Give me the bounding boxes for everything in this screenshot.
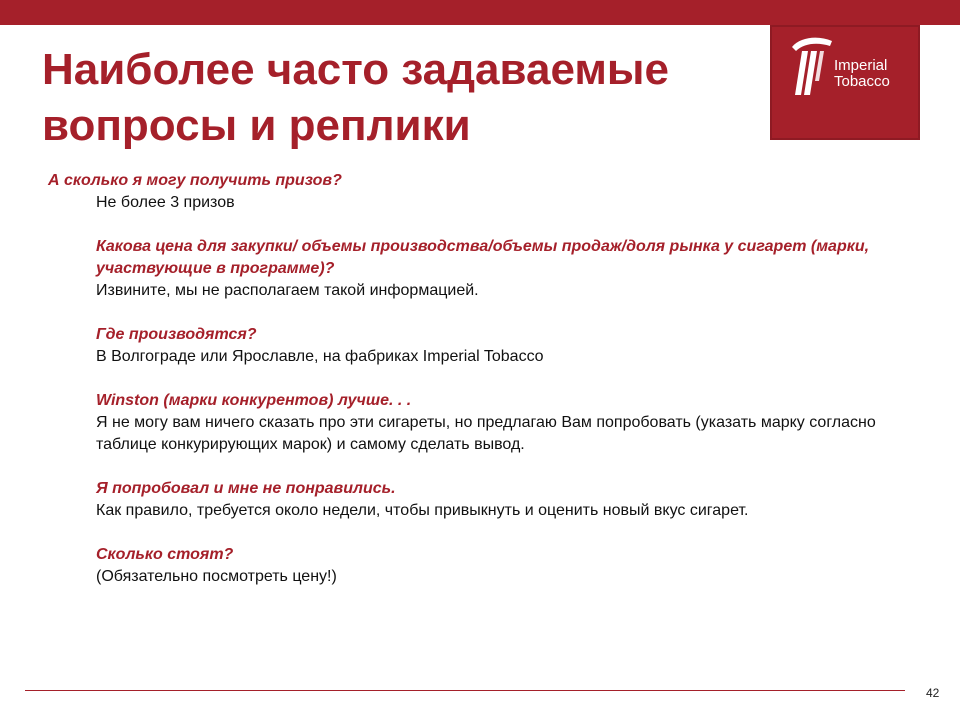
faq-answer: Как правило, требуется около недели, чтобы привыкнуть и оценить новый вкус сигарет. [96, 502, 749, 519]
brand-name [834, 58, 890, 90]
brand-name-line1: Imperial [834, 57, 888, 74]
faq-question: Я попробовал и мне не понравились. [96, 480, 396, 497]
faq-list [0, 170, 960, 610]
page-title [42, 42, 762, 154]
faq-question: Где производятся? [96, 326, 257, 343]
faq-answer: Я не могу вам ничего сказать про эти сигареты, но предлагаю Вам попробовать (указать марку согласно таблице конкурирующих марок) и самому сделать вывод. [96, 414, 876, 453]
page-number: 42 [926, 686, 940, 700]
top-banner [0, 0, 960, 25]
brand-name-line2: Tobacco [834, 73, 890, 90]
faq-answer: Не более 3 призов [96, 194, 235, 211]
faq-answer: Извините, мы не располагаем такой информацией. [96, 282, 479, 299]
page-title-line1: Наиболее часто задаваемые [42, 45, 669, 94]
faq-answer: В Волгограде или Ярославле, на фабриках Imperial Tobacco [96, 348, 544, 365]
faq-question: Сколько стоят? [96, 546, 234, 563]
page-title-line2: вопросы и реплики [42, 101, 471, 150]
faq-question: Winston (марки конкурентов) лучше. . . [96, 392, 412, 409]
faq-question: Какова цена для закупки/ объемы производства/объемы продаж/доля рынка у сигарет (марки, участвующие в программе)? [96, 238, 870, 277]
faq-answer: (Обязательно посмотреть цену!) [96, 568, 337, 585]
logo-emblem-icon [786, 33, 836, 103]
brand-logo [770, 25, 920, 140]
footer-divider [25, 690, 905, 691]
faq-question: А сколько я могу получить призов? [48, 172, 342, 189]
